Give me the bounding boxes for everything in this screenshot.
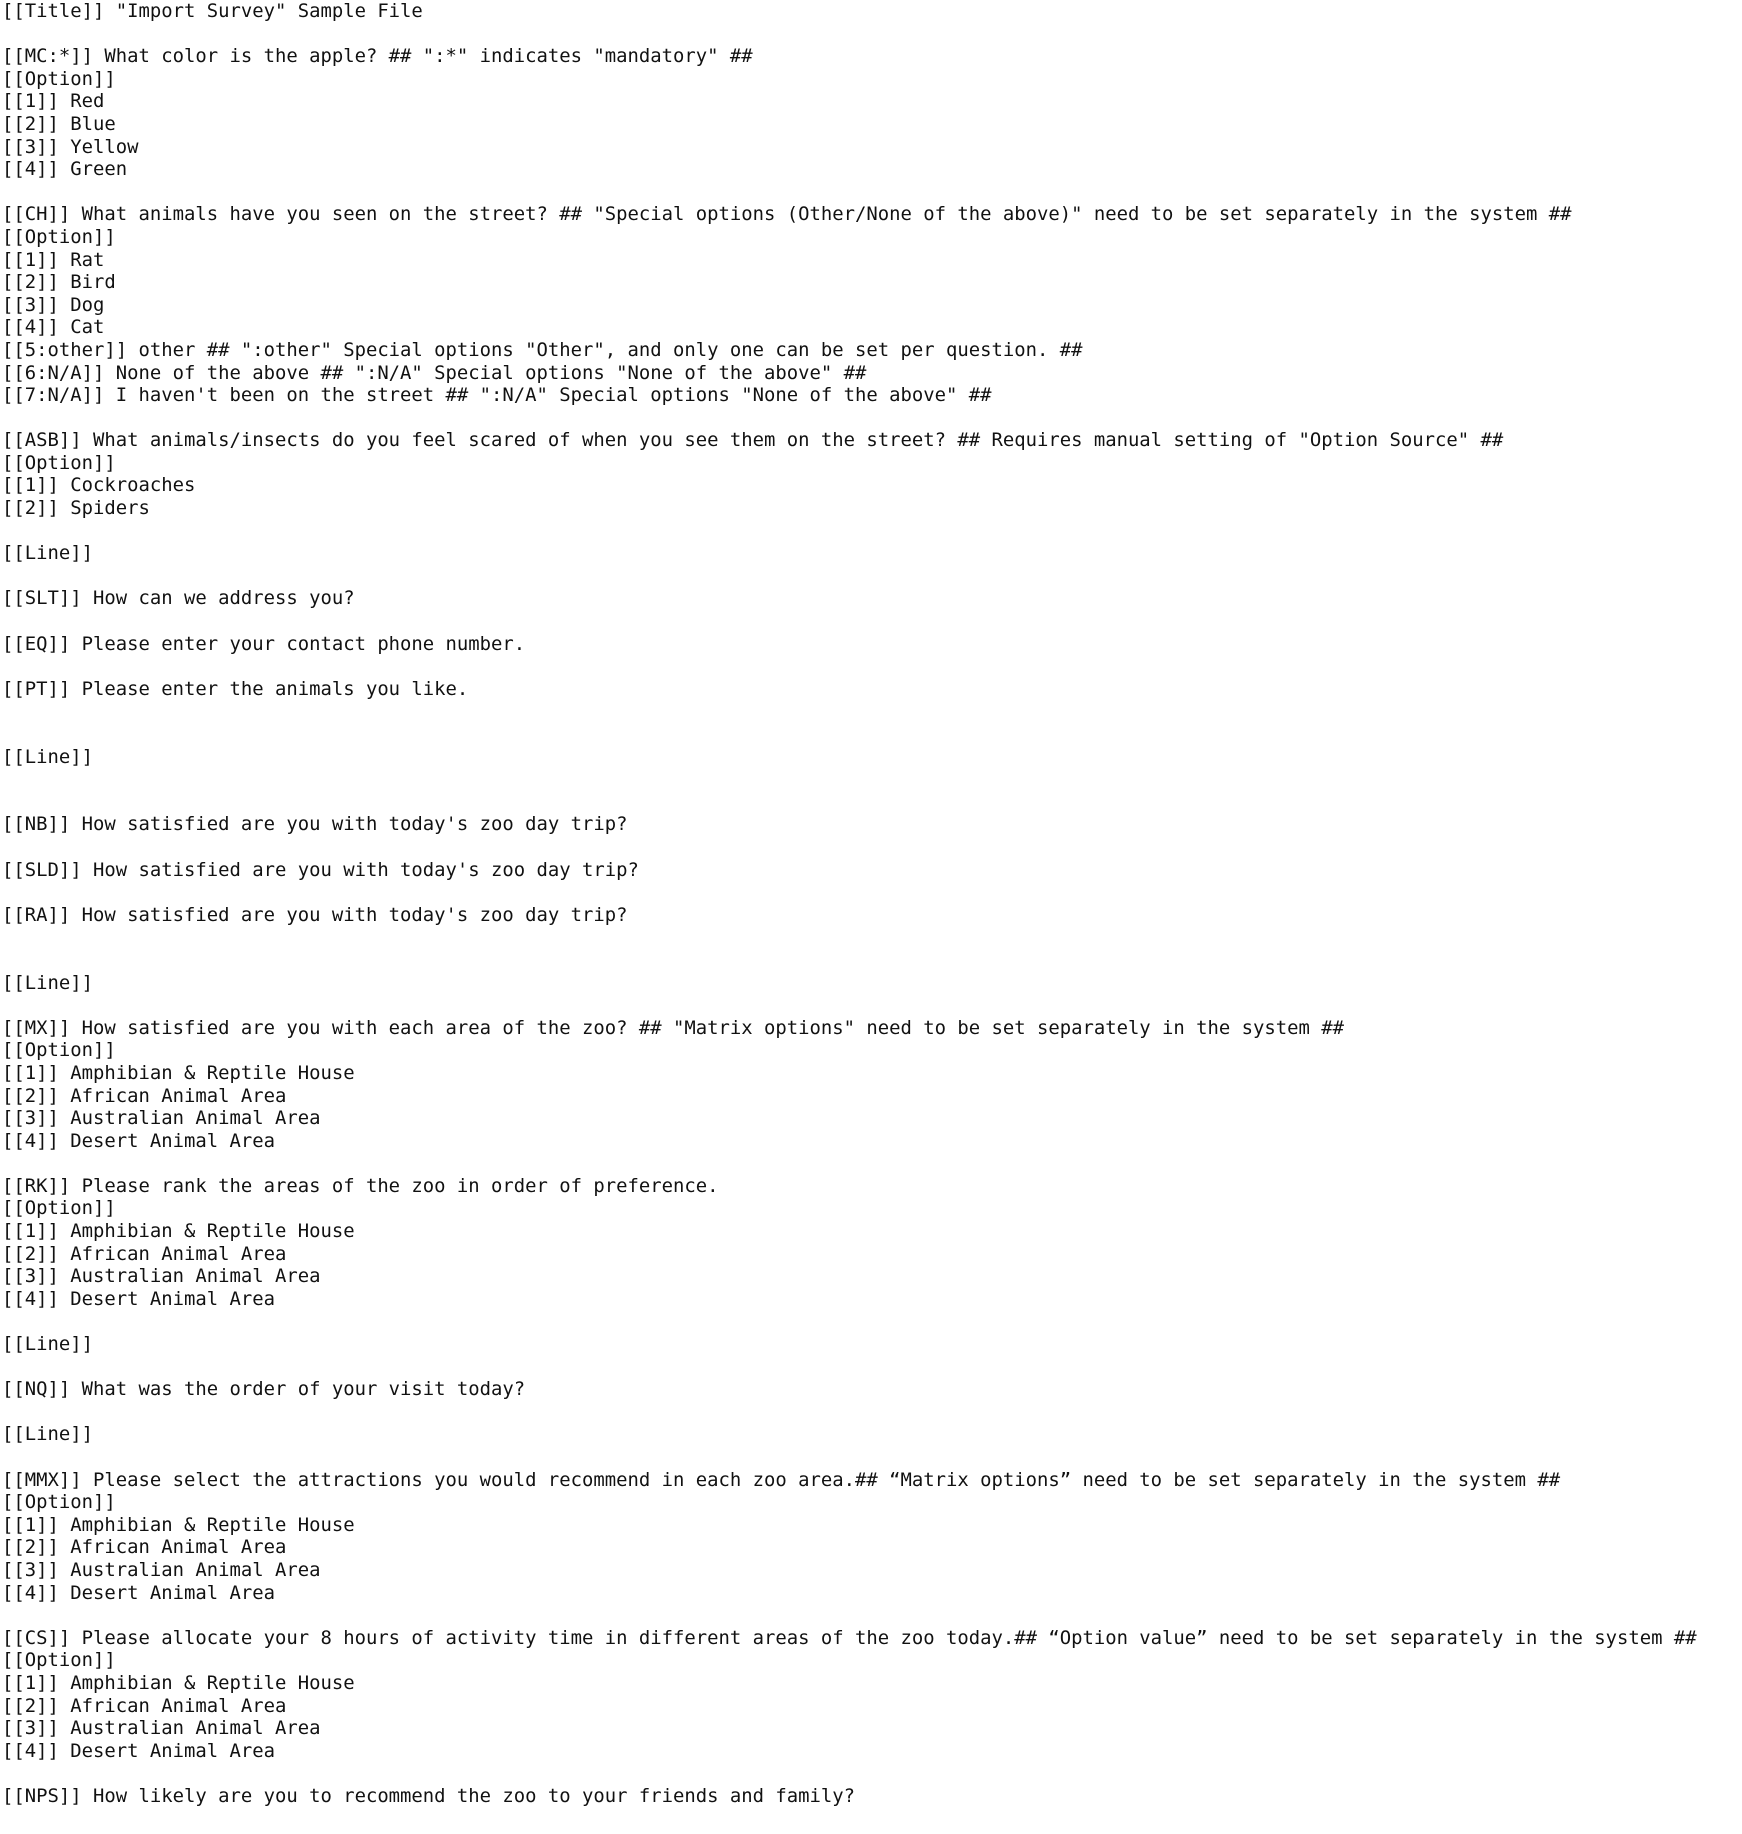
text-line: [[3]] Yellow xyxy=(2,135,139,158)
text-line xyxy=(2,1762,1742,1785)
text-line: [[2]] Spiders xyxy=(2,497,150,520)
text-line: [[2]] African Animal Area xyxy=(2,1242,287,1265)
text-line xyxy=(2,700,1742,723)
text-line: [[3]] Australian Animal Area xyxy=(2,1265,321,1288)
text-line xyxy=(2,768,1742,791)
text-line: [[MC:*]] What color is the apple? ## ":*" indicates "mandatory" ## xyxy=(2,45,753,68)
text-line: [[5:other]] other ## ":other" Special options "Other", and only one can be set per question. ## xyxy=(2,338,1083,361)
text-line: [[4]] Cat xyxy=(2,316,105,339)
text-line xyxy=(2,520,1742,543)
text-line: [[1]] Rat xyxy=(2,248,105,271)
text-line xyxy=(2,723,1742,746)
text-line: [[1]] Amphibian & Reptile House xyxy=(2,1220,355,1243)
text-line: [[Line]] xyxy=(2,542,93,565)
text-line xyxy=(2,23,1742,46)
text-line: [[Option]] xyxy=(2,1039,116,1062)
text-line xyxy=(2,1152,1742,1175)
text-line: [[3]] Australian Animal Area xyxy=(2,1717,321,1740)
text-line: [[4]] Desert Animal Area xyxy=(2,1287,275,1310)
text-line: [[Option]] xyxy=(2,67,116,90)
text-line: [[4]] Desert Animal Area xyxy=(2,1581,275,1604)
text-line: [[3]] Australian Animal Area xyxy=(2,1558,321,1581)
text-line: [[CS]] Please allocate your 8 hours of activity time in different areas of the zoo today.## “Option value” need to be set separately in the system ## xyxy=(2,1626,1697,1649)
text-line: [[1]] Amphibian & Reptile House xyxy=(2,1061,355,1084)
text-line: [[SLT]] How can we address you? xyxy=(2,587,355,610)
text-line: [[Option]] xyxy=(2,1649,116,1672)
text-line: [[NB]] How satisfied are you with today's zoo day trip? xyxy=(2,813,628,836)
text-line: [[RK]] Please rank the areas of the zoo in order of preference. xyxy=(2,1174,719,1197)
text-line: [[2]] African Animal Area xyxy=(2,1084,287,1107)
text-line xyxy=(2,1401,1742,1424)
text-line: [[4]] Green xyxy=(2,158,128,181)
text-line: [[7:N/A]] I haven't been on the street ## ":N/A" Special options "None of the above" ## xyxy=(2,384,992,407)
text-line: [[Title]] "Import Survey" Sample File xyxy=(2,0,423,22)
text-line: [[NQ]] What was the order of your visit today? xyxy=(2,1378,526,1401)
text-line xyxy=(2,181,1742,204)
text-line xyxy=(2,791,1742,814)
text-line xyxy=(2,1604,1742,1627)
text-line xyxy=(2,1446,1742,1469)
text-line: [[Line]] xyxy=(2,745,93,768)
text-line: [[MMX]] Please select the attractions you would recommend in each zoo area.## “Matrix options” need to be set separately in the system ## xyxy=(2,1468,1561,1491)
text-line: [[MX]] How satisfied are you with each area of the zoo? ## "Matrix options" need to be set separately in the system ## xyxy=(2,1016,1345,1039)
text-line xyxy=(2,949,1742,972)
text-line: [[1]] Red xyxy=(2,90,105,113)
text-line: [[CH]] What animals have you seen on the street? ## "Special options (Other/None of the above)" need to be set separately in the system ## xyxy=(2,203,1572,226)
text-line: [[6:N/A]] None of the above ## ":N/A" Special options "None of the above" ## xyxy=(2,361,867,384)
text-line: [[1]] Cockroaches xyxy=(2,474,196,497)
text-line xyxy=(2,407,1742,430)
text-line xyxy=(2,655,1742,678)
text-line: [[2]] Bird xyxy=(2,271,116,294)
text-line xyxy=(2,565,1742,588)
text-line xyxy=(2,926,1742,949)
text-line: [[SLD]] How satisfied are you with today's zoo day trip? xyxy=(2,858,639,881)
text-line xyxy=(2,1310,1742,1333)
text-line: [[Option]] xyxy=(2,1491,116,1514)
text-line: [[2]] Blue xyxy=(2,112,116,135)
text-line xyxy=(2,836,1742,859)
text-line: [[3]] Dog xyxy=(2,293,105,316)
text-line: [[RA]] How satisfied are you with today's zoo day trip? xyxy=(2,903,628,926)
text-line: [[PT]] Please enter the animals you like. xyxy=(2,677,469,700)
text-line: [[1]] Amphibian & Reptile House xyxy=(2,1671,355,1694)
text-line: [[Line]] xyxy=(2,1333,93,1356)
text-line: [[Line]] xyxy=(2,971,93,994)
text-line: [[EQ]] Please enter your contact phone number. xyxy=(2,632,526,655)
text-line: [[NPS]] How likely are you to recommend the zoo to your friends and family? xyxy=(2,1784,855,1807)
text-line: [[1]] Amphibian & Reptile House xyxy=(2,1513,355,1536)
text-line: [[Option]] xyxy=(2,225,116,248)
text-line: [[3]] Australian Animal Area xyxy=(2,1107,321,1130)
text-line: [[Line]] xyxy=(2,1423,93,1446)
text-line: [[2]] African Animal Area xyxy=(2,1536,287,1559)
text-line: [[4]] Desert Animal Area xyxy=(2,1129,275,1152)
text-line: [[2]] African Animal Area xyxy=(2,1694,287,1717)
text-line xyxy=(2,1356,1742,1379)
text-line xyxy=(2,881,1742,904)
text-line: [[4]] Desert Animal Area xyxy=(2,1739,275,1762)
text-line xyxy=(2,610,1742,633)
text-line: [[ASB]] What animals/insects do you feel scared of when you see them on the street? ## Requires manual setting of "Option Source" ## xyxy=(2,429,1504,452)
text-line xyxy=(2,994,1742,1017)
text-line: [[Option]] xyxy=(2,451,116,474)
text-line: [[Option]] xyxy=(2,1197,116,1220)
